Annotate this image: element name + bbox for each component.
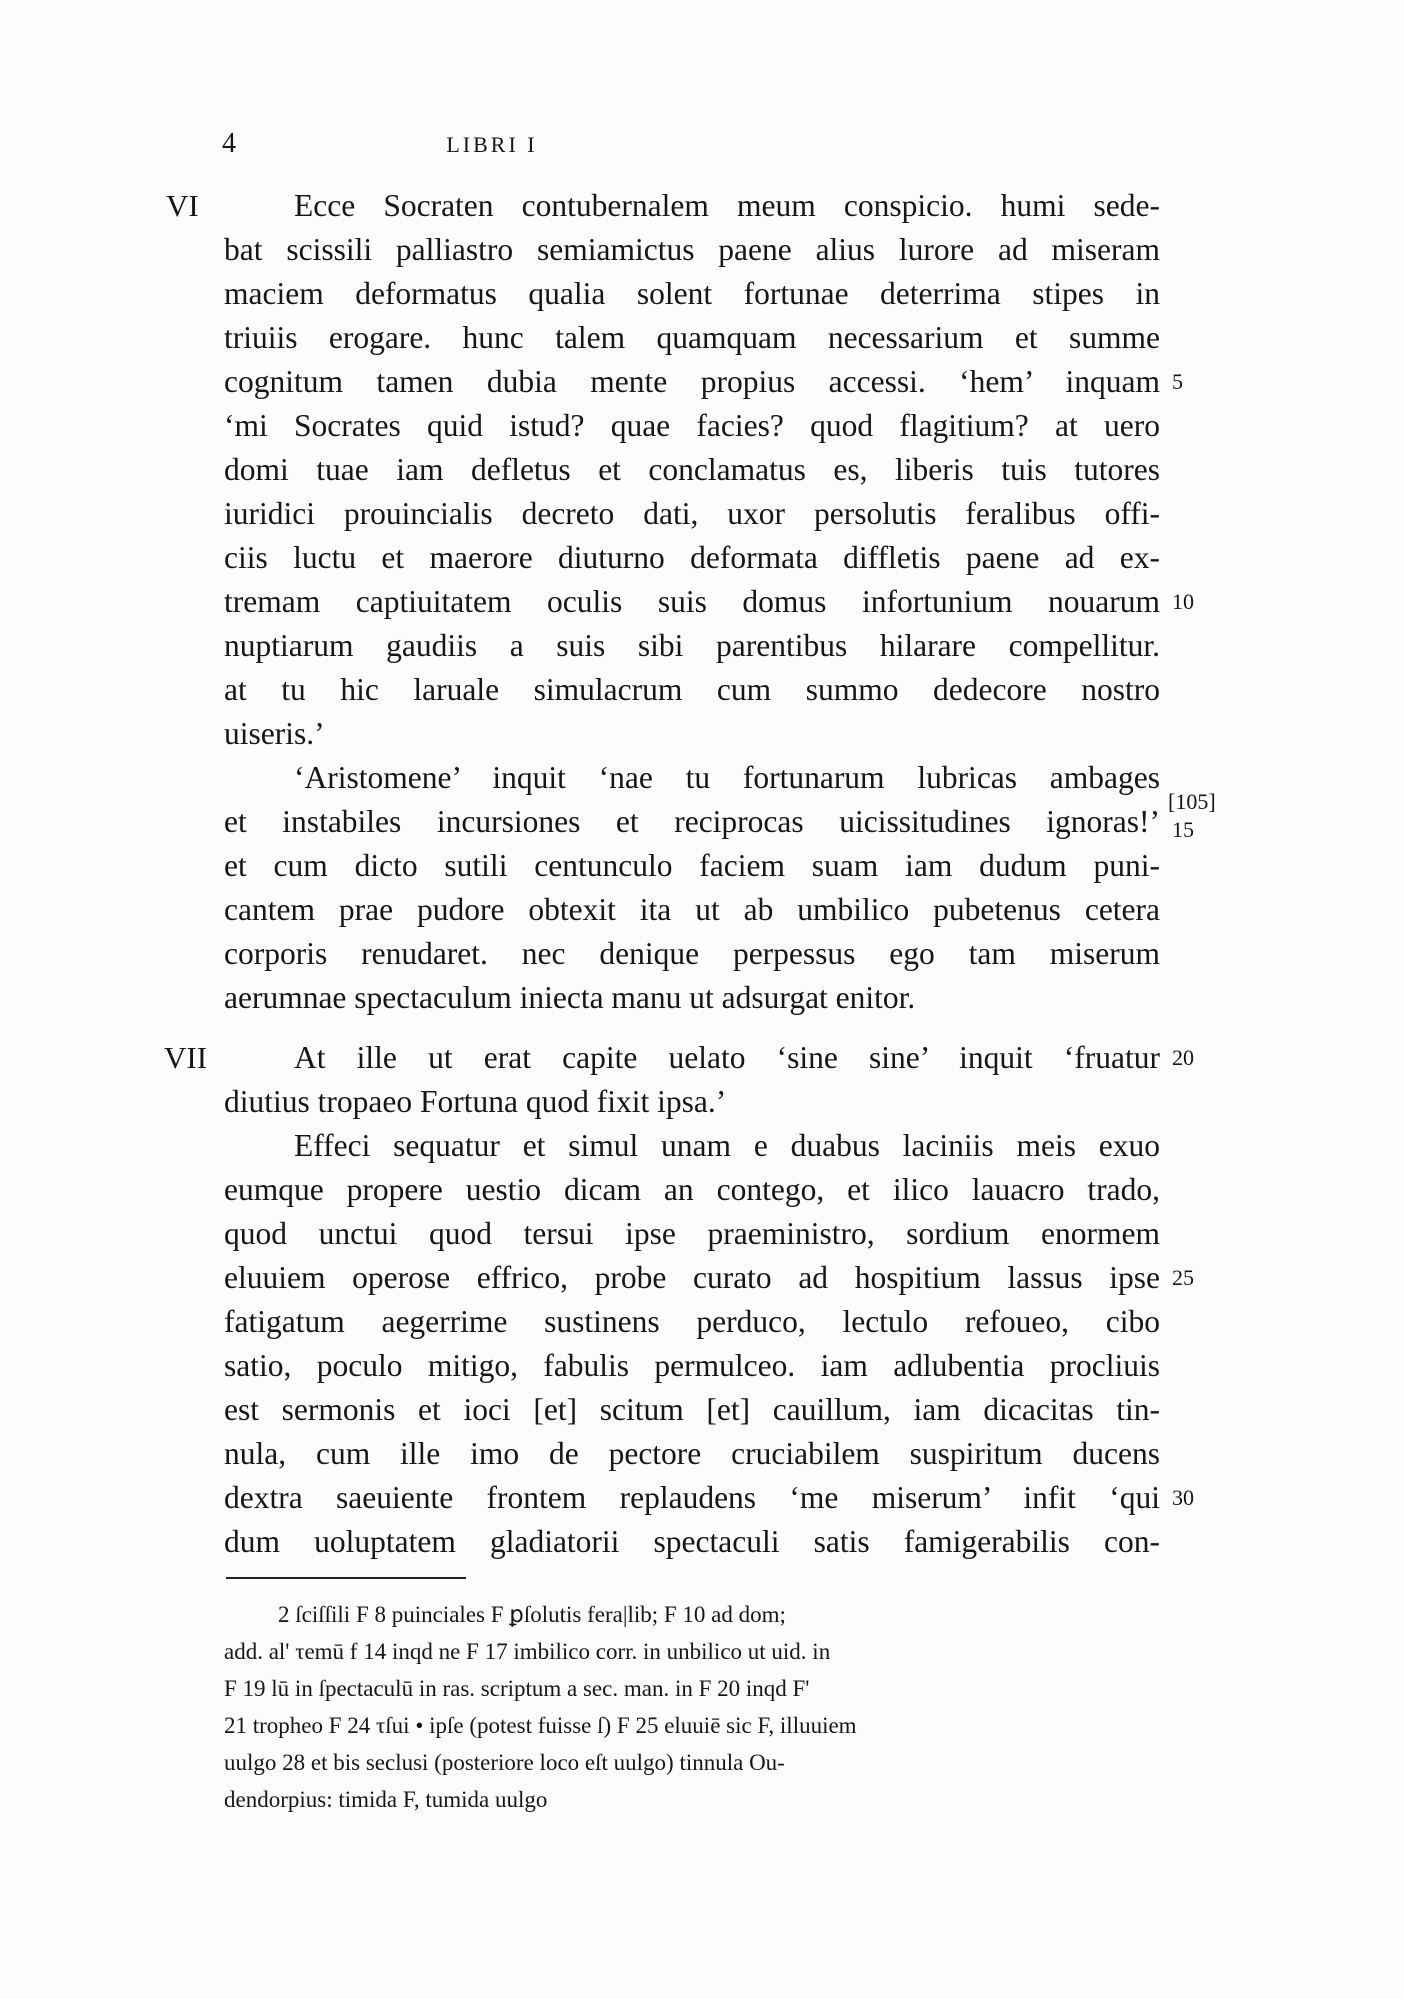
text-line: est sermonis et ioci [et] scitum [et] cauillum, iam dicacitas tin- xyxy=(224,1392,1160,1427)
text-line: triuiis erogare. hunc talem quamquam necessarium et summe xyxy=(224,320,1160,355)
text-line: cantem prae pudore obtexit ita ut ab umbilico pubetenus cetera xyxy=(224,892,1160,927)
text-line: cognitum tamen dubia mente propius accessi. ‘hem’ inquam xyxy=(224,364,1160,399)
line-number: 10 xyxy=(1172,589,1194,614)
text-line: ciis luctu et maerore diuturno deformata diffletis paene ad ex- xyxy=(224,540,1160,575)
text-line: nula, cum ille imo de pectore cruciabilem suspiritum ducens xyxy=(224,1436,1160,1471)
text-line: nuptiarum gaudiis a suis sibi parentibus hilarare compellitur. xyxy=(224,628,1160,663)
text-line: at tu hic laruale simulacrum cum summo dedecore nostro xyxy=(224,672,1160,707)
line-number: 5 xyxy=(1172,369,1183,394)
page-header xyxy=(222,128,762,168)
text-line: eumque propere uestio dicam an contego, et ilico lauacro trado, xyxy=(224,1172,1160,1207)
line-number: 30 xyxy=(1172,1485,1194,1510)
text-line: diutius tropaeo Fortuna quod fixit ipsa.’ xyxy=(224,1084,727,1119)
text-line: domi tuae iam defletus et conclamatus es, liberis tuis tutores xyxy=(224,452,1160,487)
chapter-number-vi: VI xyxy=(166,188,199,223)
text-line: et cum dicto sutili centunculo faciem suam iam dudum puni- xyxy=(224,848,1160,883)
text-line: satio, poculo mitigo, fabulis permulceo. iam adlubentia procliuis xyxy=(224,1348,1160,1383)
chapter-number-vii: VII xyxy=(164,1040,208,1075)
line-number: 15 xyxy=(1172,817,1194,842)
text-line: aerumnae spectaculum iniecta manu ut adsurgat enitor. xyxy=(224,980,916,1015)
text-line: Ecce Socraten contubernalem meum conspicio. humi sede- xyxy=(294,188,1160,223)
page-number: 4 xyxy=(222,128,236,159)
text-line: fatigatum aegerrime sustinens perduco, lectulo refoueo, cibo xyxy=(224,1304,1160,1339)
apparatus-line: add. al' τemū f 14 inqd ne F 17 imbilico corr. in unbilico ut uid. in xyxy=(224,1639,831,1664)
text-line: At ille ut erat capite uelato ‘sine sine’ inquit ‘fruatur xyxy=(294,1040,1160,1075)
text-line: ‘Aristomene’ inquit ‘nae tu fortunarum lubricas ambages xyxy=(294,760,1160,795)
text-line: corporis renudaret. nec denique perpessus ego tam miserum xyxy=(224,936,1160,971)
text-line: ‘mi Socrates quid istud? quae facies? quod flagitium? at uero xyxy=(224,408,1160,443)
text-line: Effeci sequatur et simul unam e duabus laciniis meis exuo xyxy=(294,1128,1160,1163)
apparatus-line: F 19 lū in ſpectaculū in ras. scriptum a sec. man. in F 20 inqd F' xyxy=(224,1676,810,1701)
apparatus-line: 2 ſciſſili F 8 puinciales F ꝑſolutis fera|lib; F 10 ad dom; xyxy=(278,1602,786,1627)
text-line: bat scissili palliastro semiamictus paene alius lurore ad miseram xyxy=(224,232,1160,267)
text-line: et instabiles incursiones et reciprocas uicissitudines ignoras!’ xyxy=(224,804,1160,839)
apparatus-line: uulgo 28 et bis seclusi (posteriore loco eſt uulgo) tinnula Ou- xyxy=(224,1750,785,1775)
text-line: iuridici prouincialis decreto dati, uxor persolutis feralibus offi- xyxy=(224,496,1160,531)
text-line: dum uoluptatem gladiatorii spectaculi satis famigerabilis con- xyxy=(224,1524,1160,1559)
footnote-rule xyxy=(226,1577,466,1579)
line-number: 20 xyxy=(1172,1045,1194,1070)
running-head: LIBRI I xyxy=(446,132,538,157)
text-line: quod unctui quod tersui ipse praeministro, sordium enormem xyxy=(224,1216,1160,1251)
text-line: tremam captiuitatem oculis suis domus infortunium nouarum xyxy=(224,584,1160,619)
line-number: 25 xyxy=(1172,1265,1194,1290)
text-line: dextra saeuiente frontem replaudens ‘me miserum’ infit ‘qui xyxy=(224,1480,1160,1515)
text-line: maciem deformatus qualia solent fortunae deterrima stipes in xyxy=(224,276,1160,311)
apparatus-line: 21 tropheo F 24 τſui • ipſe (potest fuisse ſ) F 25 eluuiē sic F, illuuiem xyxy=(224,1713,857,1738)
page-reference: [105] xyxy=(1168,789,1216,814)
apparatus-line: dendorpius: timida F, tumida uulgo xyxy=(224,1787,548,1812)
text-line: uiseris.’ xyxy=(224,716,325,751)
text-line: eluuiem operose effrico, probe curato ad hospitium lassus ipse xyxy=(224,1260,1160,1295)
